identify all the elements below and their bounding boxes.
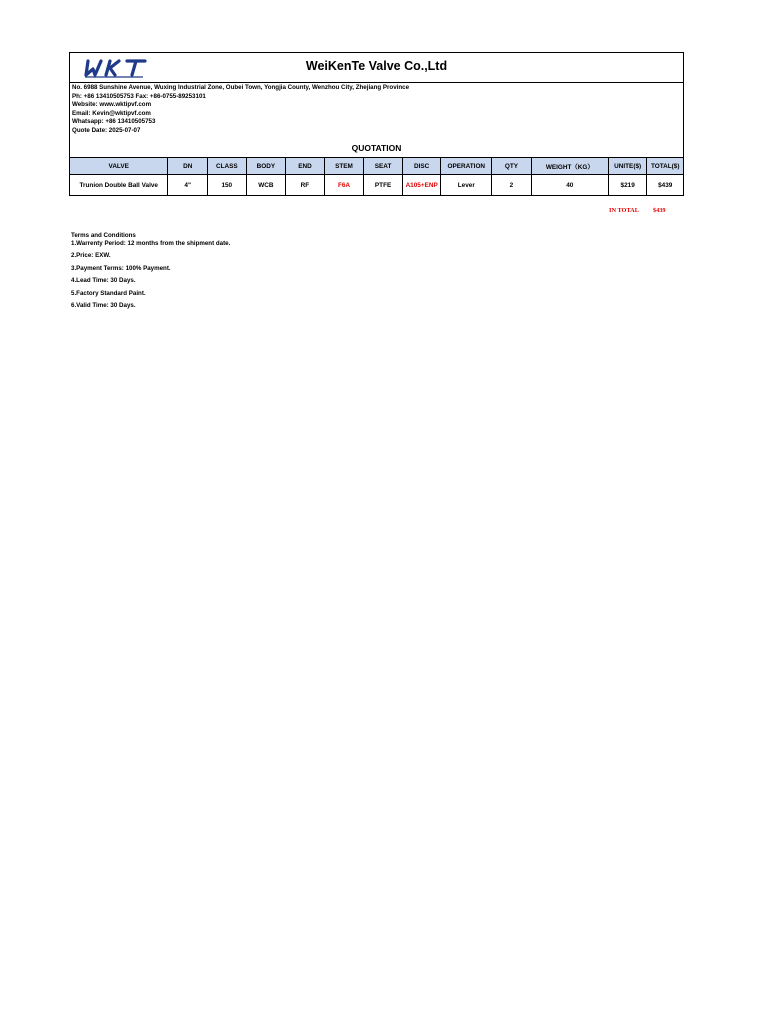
col-weight: WEIGHT（KG） [531,158,608,175]
website: Website: www.wktipvf.com [72,101,152,109]
items-table [69,157,684,196]
col-valve: VALVE [70,158,168,175]
terms-title: Terms and Conditions [71,232,136,239]
col-stem: STEM [324,158,364,175]
cell-total: $439 [647,175,684,196]
col-seat: SEAT [364,158,403,175]
cell-weight: 40 [531,175,608,196]
company-name: WeiKenTe Valve Co.,Ltd [305,59,448,73]
phone-fax: Ph: +86 13410505753 Fax: +86-0755-89253101 [72,92,206,100]
cell-unit-price: $219 [608,175,647,196]
cell-valve: Trunion Double Ball Valve [70,175,168,196]
col-qty: QTY [492,158,532,175]
col-unit-price: UNITE($) [608,158,647,175]
terms-section [71,232,230,310]
terms-item: 3.Payment Terms: 100% Payment. [71,264,171,272]
col-dn: DN [168,158,208,175]
col-disc: DISC [402,158,441,175]
table-row [70,175,684,196]
terms-item: 2.Price: EXW. [71,252,111,260]
quote-date: Quote Date: 2025-07-07 [72,126,141,134]
total-label: IN TOTAL [609,207,639,214]
cell-class: 150 [208,175,247,196]
terms-item: 4.Lead Time: 30 Days. [71,277,136,285]
quotation-sheet [69,52,684,196]
col-operation: OPERATION [441,158,492,175]
cell-disc: A105+ENP [402,175,441,196]
contact-block [69,82,684,157]
terms-item: 6.Valid Time: 30 Days. [71,301,136,309]
table-header-row [70,158,684,175]
cell-end: RF [286,175,325,196]
whatsapp: Whatsapp: +86 13410505753 [72,118,156,126]
header [69,52,684,82]
col-body: BODY [246,158,286,175]
cell-qty: 2 [492,175,532,196]
cell-stem: F6A [324,175,364,196]
cell-seat: PTFE [364,175,403,196]
cell-operation: Lever [441,175,492,196]
quotation-title: QUOTATION [351,143,402,153]
address: No. 6988 Sunshine Avenue, Wuxing Industrial Zone, Oubei Town, Yongjia County, Wenzhou City, Zhejiang Province [72,84,410,91]
col-total: TOTAL($) [647,158,684,175]
email: Email: Kevin@wktipvf.com [72,109,151,117]
cell-body: WCB [246,175,286,196]
col-class: CLASS [208,158,247,175]
terms-item: 5.Factory Standard Paint. [71,289,146,297]
cell-dn: 4" [168,175,208,196]
grand-total [609,207,666,214]
total-amount: $439 [652,207,666,214]
terms-item: 1.Warrenty Period: 12 months from the shipment date. [71,240,231,247]
col-end: END [286,158,325,175]
